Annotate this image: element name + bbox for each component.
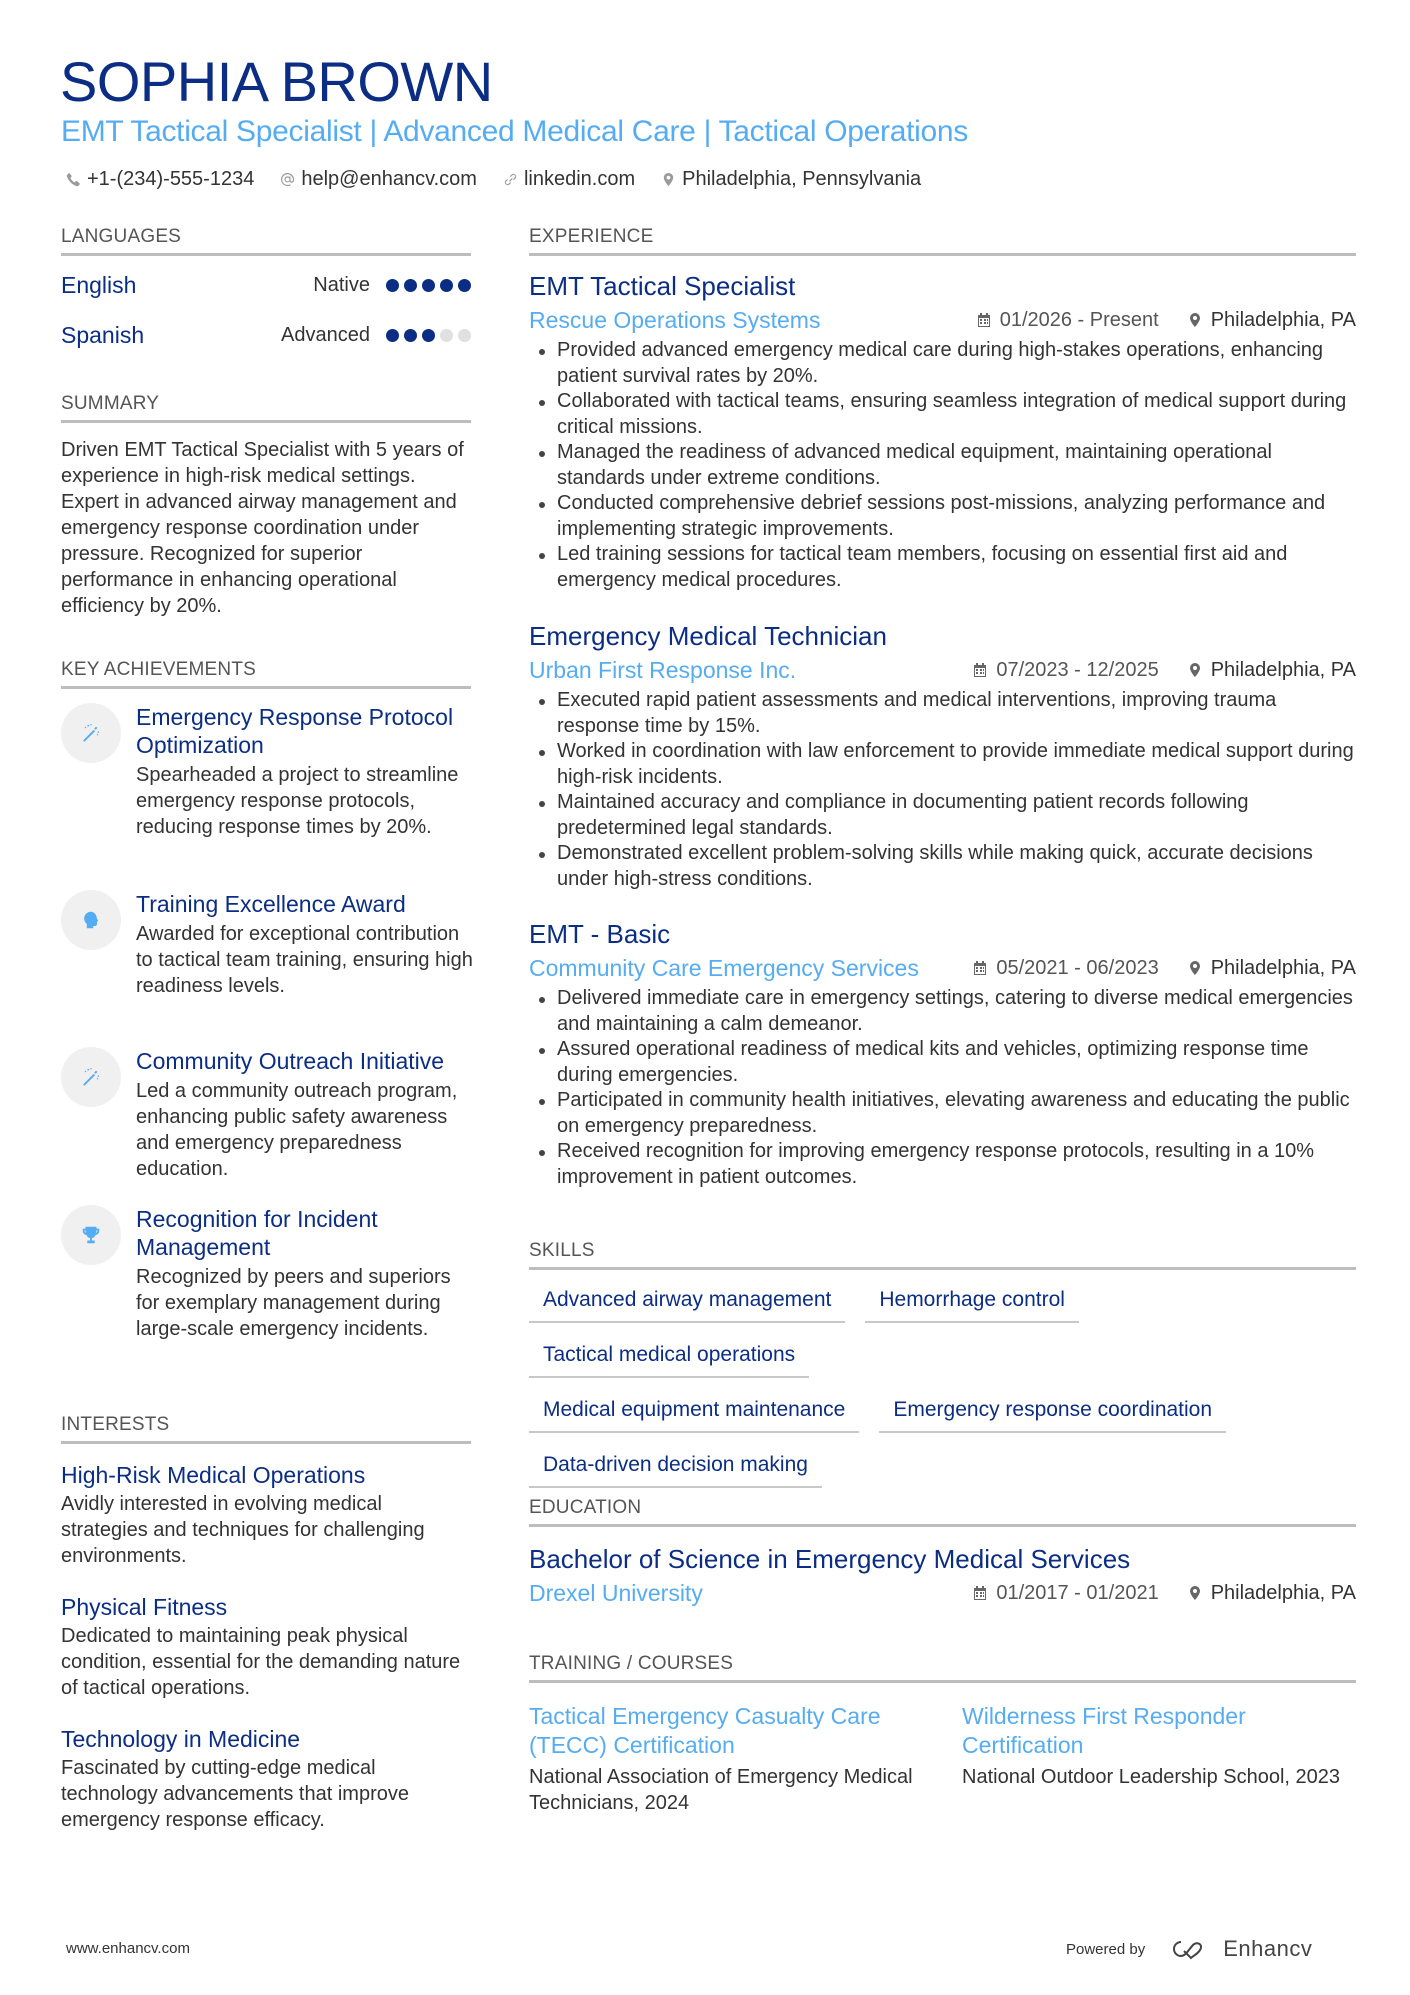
contact-email[interactable] [280, 166, 477, 192]
achievement-desc: Recognized by peers and superiors for exemplary management during large-scale emergency incidents. [136, 1266, 451, 1340]
interest-item [61, 1725, 471, 1833]
training-org: National Outdoor Leadership School, 2023 [962, 1766, 1341, 1788]
proficiency-dots [386, 279, 471, 292]
contact-bar [66, 166, 921, 192]
job-title: Emergency Medical Technician [529, 621, 887, 651]
proficiency-dots [386, 329, 471, 342]
interest-desc: Avidly interested in evolving medical strategies and techniques for challenging environments. [61, 1493, 425, 1567]
job-entry [529, 918, 1356, 1190]
achievement-item [61, 1205, 476, 1342]
language-item [61, 322, 471, 349]
bullet: Led training sessions for tactical team members, focusing on essential first aid and emergency medical procedures. [529, 542, 1356, 593]
education-heading: EDUCATION [529, 1497, 1356, 1527]
calendar-icon [972, 1585, 988, 1601]
achievement-item [61, 1047, 476, 1182]
bullet: Provided advanced emergency medical care during high-stakes operations, enhancing patient survival rates by 20%. [529, 338, 1356, 389]
company-name: Urban First Response Inc. [529, 656, 797, 683]
contact-phone[interactable] [66, 166, 254, 192]
calendar-icon [972, 662, 988, 678]
job-location-text: Philadelphia, PA [1210, 956, 1356, 979]
calendar-icon [976, 312, 992, 328]
achievement-title: Recognition for Incident Management [136, 1206, 378, 1260]
contact-location-text: Philadelphia, Pennsylvania [682, 168, 922, 190]
interest-title: Physical Fitness [61, 1594, 228, 1620]
summary-text: Driven EMT Tactical Specialist with 5 years of experience in high-risk medical settings. Expert in advanced airway management and emergency response coordination under pressure. Recognized for superior performance in enhancing operational efficiency by 20%. [61, 439, 464, 617]
at-icon [280, 172, 295, 187]
job-location-text: Philadelphia, PA [1210, 658, 1356, 681]
achievement-desc: Awarded for exceptional contribution to tactical team training, ensuring high readiness levels. [136, 923, 473, 997]
bullet: Received recognition for improving emergency response protocols, resulting in a 10% improvement in patient outcomes. [529, 1139, 1356, 1190]
powered-by [1066, 1936, 1312, 1962]
magic-wand-icon [61, 1047, 121, 1107]
skill-tag: Tactical medical operations [529, 1337, 809, 1378]
contact-linkedin-text: linkedin.com [523, 168, 636, 190]
job-location [1187, 309, 1356, 332]
location-pin-icon [1187, 960, 1203, 976]
candidate-headline: EMT Tactical Specialist | Advanced Medical Care | Tactical Operations [61, 115, 968, 148]
enhancv-brand: Enhancv [1223, 1936, 1313, 1961]
language-name: Spanish [61, 322, 145, 348]
job-dates-text: 05/2021 - 06/2023 [996, 956, 1159, 979]
skill-tag: Medical equipment maintenance [529, 1392, 859, 1433]
footer-website-link[interactable]: www.enhancv.com [66, 1940, 190, 1957]
job-location-text: Philadelphia, PA [1210, 308, 1356, 331]
achievement-title: Community Outreach Initiative [136, 1048, 445, 1074]
language-level: Advanced [281, 324, 370, 346]
training-title: Tactical Emergency Casualty Care (TECC) Certification [529, 1703, 881, 1758]
skills-list [529, 1282, 1356, 1488]
bullet: Maintained accuracy and compliance in documenting patient records following predetermined legal standards. [529, 790, 1356, 841]
job-bullets [529, 688, 1356, 892]
achievement-title: Emergency Response Protocol Optimization [136, 704, 454, 758]
job-dates [972, 957, 1158, 980]
achievement-title: Training Excellence Award [136, 891, 406, 917]
location-pin-icon [661, 172, 676, 187]
interests-heading: INTERESTS [61, 1414, 471, 1444]
location-pin-icon [1187, 662, 1203, 678]
company-name: Rescue Operations Systems [529, 306, 821, 333]
bullet: Executed rapid patient assessments and medical interventions, improving trauma response time by 15%. [529, 688, 1356, 739]
achievement-item [61, 703, 476, 840]
bullet: Collaborated with tactical teams, ensuring seamless integration of medical support during critical missions. [529, 389, 1356, 440]
achievement-item [61, 890, 476, 999]
location-pin-icon [1187, 312, 1203, 328]
school-name: Drexel University [529, 1579, 703, 1606]
contact-email-text: help@enhancv.com [301, 168, 477, 190]
training-org: National Association of Emergency Medical Technicians, 2024 [529, 1766, 913, 1814]
interest-desc: Dedicated to maintaining peak physical condition, essential for the demanding nature of tactical operations. [61, 1625, 461, 1699]
achievements-heading: KEY ACHIEVEMENTS [61, 659, 471, 689]
job-title: EMT - Basic [529, 919, 671, 949]
job-location [1187, 659, 1356, 682]
phone-icon [66, 172, 81, 187]
bullet: Managed the readiness of advanced medical equipment, maintaining operational standards under extreme conditions. [529, 440, 1356, 491]
skills-heading: SKILLS [529, 1240, 1356, 1270]
contact-linkedin[interactable] [503, 166, 635, 192]
education-dates [972, 1582, 1158, 1605]
bullet: Assured operational readiness of medical kits and vehicles, optimizing response time during emergencies. [529, 1037, 1356, 1088]
interest-title: Technology in Medicine [61, 1726, 301, 1752]
calendar-icon [972, 960, 988, 976]
contact-phone-text: +1-(234)-555-1234 [87, 168, 255, 190]
job-bullets [529, 986, 1356, 1190]
job-dates-text: 01/2026 - Present [999, 308, 1159, 331]
skill-tag: Hemorrhage control [865, 1282, 1079, 1323]
education-meta [529, 1577, 1356, 1609]
job-entry [529, 270, 1356, 593]
job-dates [976, 309, 1159, 332]
interest-item [61, 1593, 471, 1701]
job-meta [529, 654, 1356, 686]
contact-location [661, 166, 921, 192]
training-item [962, 1702, 1362, 1790]
candidate-name: SOPHIA BROWN [60, 50, 493, 113]
skill-tag: Advanced airway management [529, 1282, 845, 1323]
training-heading: TRAINING / COURSES [529, 1653, 1356, 1683]
bullet: Worked in coordination with law enforcement to provide immediate medical support during high-risk incidents. [529, 739, 1356, 790]
training-item [529, 1702, 929, 1816]
job-dates-text: 07/2023 - 12/2025 [996, 658, 1159, 681]
bullet: Demonstrated excellent problem-solving skills while making quick, accurate decisions under high-stress conditions. [529, 841, 1356, 892]
bullet: Participated in community health initiatives, elevating awareness and educating the public on emergency preparedness. [529, 1088, 1356, 1139]
bullet: Conducted comprehensive debrief sessions post-missions, analyzing performance and implementing strategic improvements. [529, 491, 1356, 542]
job-title: EMT Tactical Specialist [529, 271, 796, 301]
job-meta [529, 952, 1356, 984]
skill-tag: Data-driven decision making [529, 1447, 822, 1488]
education-location [1187, 1582, 1356, 1605]
language-name: English [61, 272, 137, 298]
job-bullets [529, 338, 1356, 593]
education-location-text: Philadelphia, PA [1210, 1581, 1356, 1604]
enhancv-logo-icon [1167, 1937, 1215, 1961]
bullet: Delivered immediate care in emergency settings, catering to diverse medical emergencies and maintaining a calm demeanor. [529, 986, 1356, 1037]
location-pin-icon [1187, 1585, 1203, 1601]
languages-heading: LANGUAGES [61, 226, 471, 256]
education-dates-text: 01/2017 - 01/2021 [996, 1581, 1159, 1604]
experience-heading: EXPERIENCE [529, 226, 1356, 256]
education-entry [529, 1543, 1356, 1609]
achievement-desc: Spearheaded a project to streamline emergency response protocols, reducing response times by 20%. [136, 764, 459, 838]
interest-item [61, 1461, 471, 1569]
job-meta [529, 304, 1356, 336]
powered-by-label: Powered by [1066, 1940, 1146, 1958]
enhancv-logo[interactable] [1167, 1936, 1312, 1962]
skill-tag: Emergency response coordination [879, 1392, 1226, 1433]
language-item [61, 272, 471, 299]
job-entry [529, 620, 1356, 892]
brain-head-icon [61, 890, 121, 950]
interest-desc: Fascinated by cutting-edge medical technology advancements that improve emergency response efficacy. [61, 1757, 409, 1831]
degree: Bachelor of Science in Emergency Medical Services [529, 1544, 1131, 1574]
interest-title: High-Risk Medical Operations [61, 1462, 366, 1488]
job-dates [972, 659, 1158, 682]
achievement-desc: Led a community outreach program, enhancing public safety awareness and emergency preparedness education. [136, 1080, 458, 1180]
trophy-icon [61, 1205, 121, 1265]
training-title: Wilderness First Responder Certification [962, 1703, 1246, 1758]
company-name: Community Care Emergency Services [529, 954, 919, 981]
language-level: Native [313, 274, 370, 296]
magic-wand-icon [61, 703, 121, 763]
link-icon [503, 172, 518, 187]
summary-heading: SUMMARY [61, 393, 471, 423]
job-location [1187, 957, 1356, 980]
